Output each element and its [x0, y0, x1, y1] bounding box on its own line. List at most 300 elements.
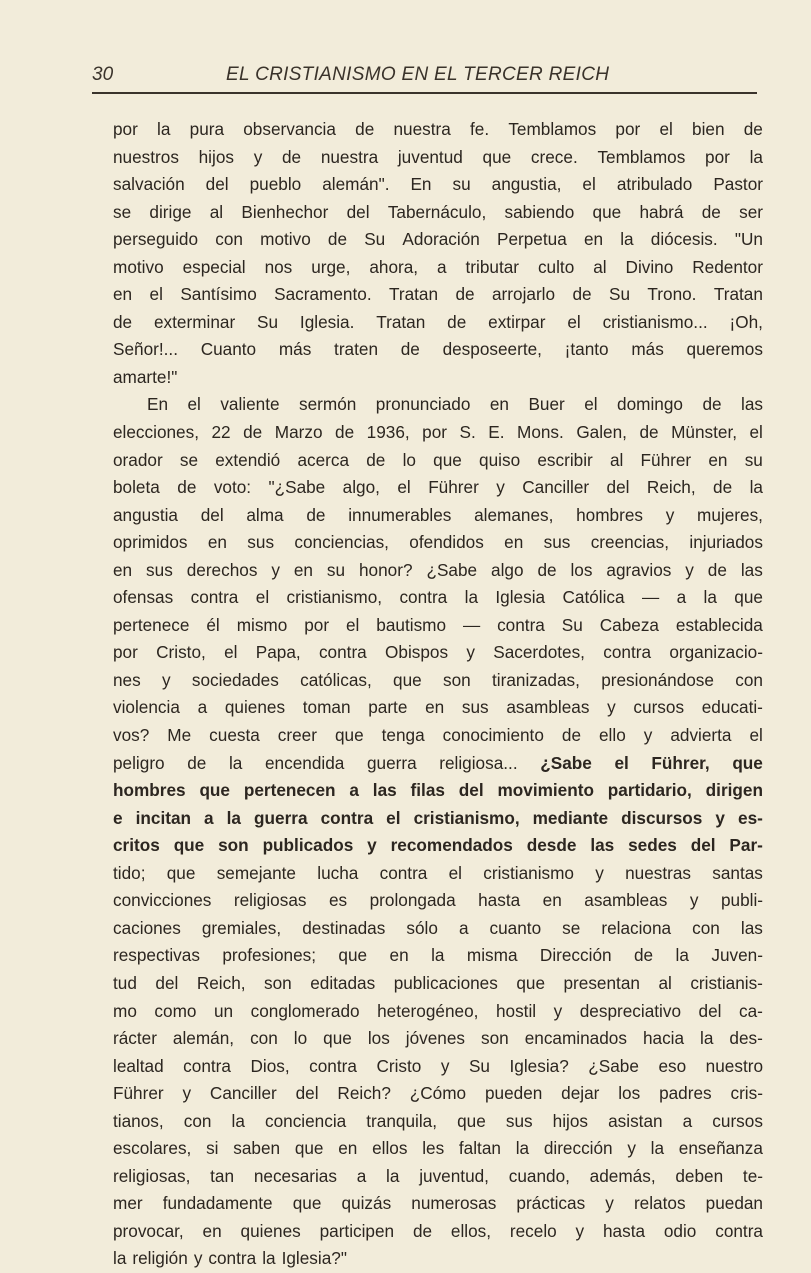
word: algo — [491, 559, 524, 580]
word: Tratan — [376, 311, 426, 332]
word: asistan — [608, 1110, 663, 1131]
word: son — [481, 1028, 509, 1049]
word: que — [734, 587, 763, 608]
text-line — [113, 750, 763, 778]
word: publicaciones — [393, 972, 498, 993]
word: de — [639, 422, 659, 443]
word: participen — [319, 1220, 395, 1241]
text-line — [113, 970, 763, 998]
word: de — [707, 559, 727, 580]
word: relaciona — [601, 917, 672, 938]
word: Perpetua — [497, 229, 567, 250]
word: y — [627, 1138, 636, 1159]
word: y — [553, 1000, 563, 1021]
word: cuesta — [209, 725, 260, 746]
word: extendió — [215, 449, 281, 470]
text-line — [113, 419, 763, 447]
word: el — [749, 422, 763, 443]
word: creer — [277, 725, 317, 746]
text-line — [113, 805, 763, 833]
word: innumerables — [348, 504, 452, 525]
word: de — [561, 725, 582, 746]
word: algo, — [342, 477, 380, 498]
word: a — [458, 917, 469, 938]
word: filas — [410, 780, 445, 801]
word: religiosas, — [113, 1165, 191, 1186]
word: Cabeza — [599, 614, 659, 635]
word: Su — [364, 229, 386, 250]
word: Redentor — [692, 256, 763, 277]
word: la — [749, 146, 763, 167]
word: juventud, — [419, 1165, 489, 1186]
word: quienes — [224, 697, 286, 718]
word: nes — [113, 669, 141, 690]
word: la — [157, 119, 171, 139]
word: encendida — [265, 752, 345, 773]
word: respectivas — [113, 945, 200, 966]
word: el — [255, 587, 270, 608]
word: de — [412, 1220, 433, 1241]
word: contra — [497, 614, 545, 635]
word: tianos, — [113, 1110, 164, 1131]
word: en — [425, 697, 445, 718]
word: cristianis- — [690, 972, 763, 993]
word: santas — [712, 862, 763, 883]
word: en — [583, 229, 604, 250]
word: del — [200, 504, 224, 525]
word: hasta — [478, 890, 521, 911]
text-line — [113, 777, 763, 805]
word: Iglesia?" — [281, 1248, 347, 1269]
word: tranquila, — [366, 1110, 437, 1131]
text-line — [113, 1218, 763, 1246]
word: fe. — [470, 119, 490, 139]
word: se — [562, 917, 581, 938]
text-line — [113, 667, 763, 695]
word: ellos — [372, 1138, 408, 1159]
word: que — [732, 752, 763, 773]
word: pertenece — [113, 614, 190, 635]
word: con — [735, 669, 763, 690]
word: editadas — [310, 972, 376, 993]
word: en — [113, 284, 133, 305]
text-line — [113, 1163, 763, 1191]
word: tud — [113, 972, 137, 993]
text-line — [113, 447, 763, 475]
word: lucha — [317, 862, 359, 883]
word: numerosas — [411, 1193, 497, 1214]
word: 1936, — [366, 422, 410, 443]
word: a — [682, 1110, 693, 1131]
word: la — [650, 1138, 665, 1159]
word: arrojarlo — [492, 284, 556, 305]
page-number: 30 — [92, 64, 114, 85]
word: destinadas — [302, 917, 386, 938]
word: la — [228, 752, 243, 773]
text-line — [113, 584, 763, 612]
word: Führer — [113, 1083, 164, 1104]
word: Temblamos — [597, 146, 686, 167]
text-line — [113, 557, 763, 585]
word: la — [515, 1138, 530, 1159]
word: la — [113, 1248, 127, 1269]
word: por — [113, 642, 138, 663]
word: la — [620, 229, 634, 250]
word: religiosas — [233, 890, 307, 911]
word: peligro — [113, 752, 165, 773]
word: valiente — [220, 394, 280, 415]
word: pertenecen — [243, 780, 336, 801]
word: contra — [715, 1220, 763, 1241]
word: odio — [663, 1220, 697, 1241]
word: asambleas — [506, 697, 590, 718]
word: en — [542, 890, 562, 911]
word: jóvenes — [405, 1028, 466, 1049]
text-line — [113, 502, 763, 530]
running-head: EL CRISTIANISMO EN EL TERCER REICH — [226, 64, 610, 85]
word: de — [702, 394, 722, 415]
word: ¡tanto — [564, 339, 609, 360]
word: observancia — [243, 119, 336, 139]
word: Sacramento. — [274, 284, 372, 305]
word: que — [199, 780, 230, 801]
word: cristianismo — [483, 862, 574, 883]
word: el — [614, 752, 629, 773]
word: de — [306, 504, 326, 525]
word: les — [422, 1138, 445, 1159]
word: y — [575, 1220, 585, 1241]
word: Galen, — [576, 422, 627, 443]
word: contra — [190, 587, 239, 608]
word: tenga — [381, 725, 425, 746]
word: cristianismo, — [413, 807, 520, 828]
word: de — [327, 229, 348, 250]
word: a — [349, 780, 359, 801]
word: en — [113, 559, 133, 580]
word: sociedades — [191, 669, 279, 690]
word: en — [389, 945, 409, 966]
text-line — [113, 144, 763, 172]
text-line — [113, 722, 763, 750]
word: agravios — [606, 559, 672, 580]
word: elecciones, — [113, 422, 199, 443]
word: bien — [692, 119, 725, 139]
word: asambleas — [584, 890, 668, 911]
word: cuanto — [489, 917, 542, 938]
word: voto: — [213, 477, 252, 498]
word: el — [345, 614, 360, 635]
word: ahora, — [369, 256, 419, 277]
word: que — [173, 835, 205, 856]
word: cris- — [730, 1083, 763, 1104]
word: la — [703, 587, 717, 608]
word: creencias, — [590, 532, 670, 553]
word: toman — [302, 697, 351, 718]
word: de — [743, 119, 763, 139]
word: amarte!" — [113, 366, 178, 387]
word: Católica — [562, 587, 625, 608]
word: mediante — [532, 807, 609, 828]
word: Divino — [625, 256, 674, 277]
word: — — [641, 587, 660, 608]
word: cristianismo... — [602, 311, 708, 332]
word: hostil — [495, 1000, 537, 1021]
word: que — [166, 862, 196, 883]
text-line — [113, 116, 763, 144]
word: puedan — [705, 1193, 763, 1214]
word: sermón — [299, 394, 357, 415]
word: y — [496, 477, 505, 498]
word: necesarias — [253, 1165, 337, 1186]
word: convicciones — [113, 890, 212, 911]
body-text — [113, 116, 763, 1273]
word: eso — [658, 1055, 687, 1076]
word: incitan — [135, 807, 191, 828]
word: hijos — [198, 146, 234, 167]
word: por — [615, 119, 641, 139]
word: crece. — [530, 146, 578, 167]
word: de — [701, 201, 721, 222]
word: angustia, — [491, 174, 562, 195]
word: el — [582, 174, 596, 195]
word: sus — [543, 532, 571, 553]
word: derechos — [186, 559, 258, 580]
word: de — [113, 311, 133, 332]
word: bautismo — [376, 614, 447, 635]
word: nuestra — [320, 146, 379, 167]
word: ¿Sabe — [540, 752, 592, 773]
word: encaminados — [524, 1028, 627, 1049]
word: de — [572, 284, 592, 305]
word: culto — [537, 256, 575, 277]
word: conglomerado — [250, 1000, 360, 1021]
word: Münster, — [671, 422, 737, 443]
word: cuando, — [508, 1165, 570, 1186]
word: ser — [739, 201, 763, 222]
word: traten — [334, 339, 378, 360]
word: cursos — [633, 697, 685, 718]
word: la — [226, 807, 241, 828]
word: las — [740, 917, 763, 938]
word: contra — [320, 807, 374, 828]
word: pura — [189, 119, 225, 139]
word: tiranizadas, — [492, 669, 580, 690]
word: con — [250, 1028, 278, 1049]
word: los — [570, 559, 593, 580]
word: son — [443, 669, 471, 690]
word: con — [183, 1110, 212, 1131]
word: hombres — [576, 504, 643, 525]
word: Adoración — [402, 229, 480, 250]
text-line — [113, 694, 763, 722]
word: Juven- — [711, 945, 763, 966]
word: S. — [459, 422, 476, 443]
word: las — [741, 394, 763, 415]
word: extirpar — [488, 311, 546, 332]
word: el — [448, 862, 463, 883]
word: Dios, — [250, 1055, 290, 1076]
word: rácter — [113, 1028, 157, 1049]
word: tido; — [113, 862, 146, 883]
text-line — [113, 474, 763, 502]
word: más — [631, 339, 664, 360]
word: por — [422, 422, 447, 443]
word: a — [197, 697, 208, 718]
word: Führer — [640, 449, 692, 470]
word: de — [400, 339, 420, 360]
text-line — [113, 309, 763, 337]
word: por — [705, 146, 730, 167]
word: heterogéneo, — [377, 1000, 479, 1021]
word: los — [367, 1028, 390, 1049]
word: que — [457, 1110, 486, 1131]
word: semejante — [216, 862, 296, 883]
text-line — [113, 364, 763, 392]
word: perseguido — [113, 229, 199, 250]
word: Reich, — [646, 477, 696, 498]
word: dirigen — [705, 780, 763, 801]
word: ca- — [739, 1000, 763, 1021]
word: critos — [113, 835, 160, 856]
word: Su — [561, 614, 583, 635]
word: y — [715, 807, 725, 828]
word: Marzo — [274, 422, 323, 443]
word: de — [455, 284, 475, 305]
word: mismo — [236, 614, 288, 635]
word: conocimiento — [442, 725, 544, 746]
word: con — [215, 229, 243, 250]
word: E. — [488, 422, 505, 443]
word: de — [335, 422, 355, 443]
word: especial — [182, 256, 246, 277]
text-line — [113, 1025, 763, 1053]
word: en — [708, 449, 728, 470]
word: y — [665, 504, 675, 525]
word: contra — [603, 642, 652, 663]
text-line — [113, 1053, 763, 1081]
text-line — [113, 171, 763, 199]
word: "¿Sabe — [268, 477, 326, 498]
word: mer — [113, 1193, 143, 1214]
word: a — [676, 587, 687, 608]
word: motivo — [113, 256, 164, 277]
word: caciones — [113, 917, 181, 938]
word: y — [689, 890, 699, 911]
word: del — [155, 972, 179, 993]
word: exterminar — [153, 311, 236, 332]
word: de — [187, 752, 207, 773]
word: de — [537, 559, 557, 580]
word: y — [271, 559, 280, 580]
word: Reich, — [196, 972, 246, 993]
text-line — [113, 281, 763, 309]
word: discursos — [621, 807, 703, 828]
word: y — [466, 642, 475, 663]
word: la — [262, 1248, 276, 1269]
word: Cristo, — [156, 642, 206, 663]
word: hijos — [552, 1110, 589, 1131]
word: desposeerte, — [442, 339, 542, 360]
text-line — [113, 1080, 763, 1108]
word: ofendidos — [409, 532, 484, 553]
word: el — [187, 394, 201, 415]
text-line — [113, 942, 763, 970]
word: el — [749, 725, 763, 746]
word: saben — [233, 1138, 281, 1159]
word: Cristo — [376, 1055, 422, 1076]
word: en — [293, 559, 313, 580]
word: más — [278, 339, 312, 360]
word: educati- — [701, 697, 763, 718]
word: que — [294, 1138, 324, 1159]
word: publicados — [262, 835, 354, 856]
word: católicas, — [300, 669, 372, 690]
word: Canciller — [209, 1083, 277, 1104]
word: hombres — [113, 780, 186, 801]
word: al — [209, 201, 224, 222]
word: prácticas — [516, 1193, 586, 1214]
word: lo — [402, 449, 416, 470]
word: gremiales, — [201, 917, 282, 938]
word: las — [372, 780, 397, 801]
word: hacia — [642, 1028, 685, 1049]
word: tributar — [465, 256, 520, 277]
word: la — [431, 945, 445, 966]
word: que — [323, 1028, 352, 1049]
word: Su — [468, 1055, 490, 1076]
text-line — [113, 336, 763, 364]
word: y — [605, 1193, 614, 1214]
word: las — [740, 559, 763, 580]
word: fundadamente — [162, 1193, 273, 1214]
word: guerra — [254, 807, 308, 828]
word: de — [355, 119, 375, 139]
word: es — [328, 890, 348, 911]
word: además, — [589, 1165, 656, 1186]
word: contra — [379, 862, 428, 883]
word: boleta — [113, 477, 160, 498]
word: y — [193, 1248, 203, 1269]
word: 22 — [211, 422, 231, 443]
word: hasta — [602, 1220, 646, 1241]
word: Führer, — [651, 752, 710, 773]
word: quizás — [341, 1193, 392, 1214]
text-line — [113, 832, 763, 860]
word: sus — [505, 1110, 533, 1131]
word: contra — [309, 1055, 357, 1076]
word: presentan — [563, 972, 640, 993]
word: ¿Cómo — [409, 1083, 467, 1104]
word: del — [295, 1083, 319, 1104]
word: en — [207, 532, 227, 553]
word: Mons. — [517, 422, 564, 443]
word: del — [606, 477, 630, 498]
word: el — [584, 394, 598, 415]
word: diócesis. — [650, 229, 718, 250]
word: cursos — [712, 1110, 763, 1131]
word: ¿Sabe — [426, 559, 478, 580]
word: Me — [167, 725, 192, 746]
word: como — [154, 1000, 197, 1021]
word: atribulado — [616, 174, 693, 195]
word: en — [202, 1220, 222, 1241]
text-line — [113, 529, 763, 557]
word: Su — [608, 284, 631, 305]
word: deben — [675, 1165, 724, 1186]
text-line — [113, 612, 763, 640]
word: Buer — [528, 394, 565, 415]
word: Iglesia. — [299, 311, 355, 332]
